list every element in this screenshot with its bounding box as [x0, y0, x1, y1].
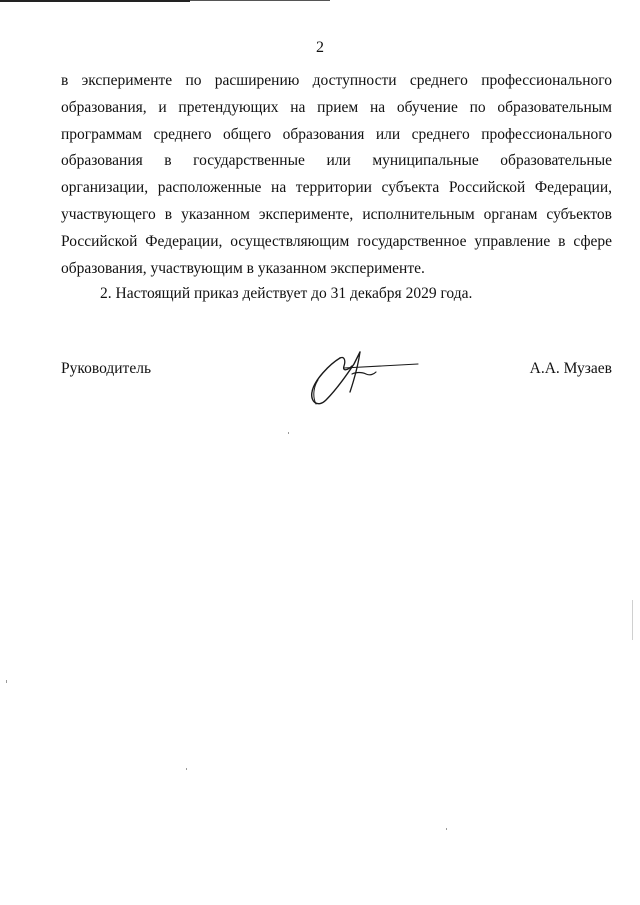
scan-edge-line	[0, 0, 190, 2]
page-number: 2	[316, 39, 324, 56]
scan-edge-line-thin	[190, 0, 330, 1]
signer-name: А.А. Музаев	[529, 360, 612, 377]
scan-speck	[288, 432, 289, 434]
scan-speck	[6, 680, 7, 683]
scan-speck	[446, 828, 447, 830]
scan-speck	[186, 768, 187, 770]
signer-title: Руководитель	[61, 360, 152, 377]
signature-stroke-tail	[344, 364, 418, 368]
signature-stroke-main	[312, 352, 360, 404]
handwritten-signature	[300, 336, 430, 416]
paragraph-continuation: в эксперименте по расширению доступности среднего профессионального образования, и претендующих на прием на обучение по образовательным программам среднего общего образования или среднего профессионального образования в государственные или муниципальные образовательные организации, расположенные на территории субъекта Российской Федерации, участвующего в указанном эксперименте, исполнительным органам субъектов Российской Федерации, осуществляющим государственное управление в сфере образования, участвующим в указанном эксперименте.	[61, 72, 612, 277]
scan-speck	[632, 600, 633, 640]
clause-2: 2. Настоящий приказ действует до 31 декабря 2029 года.	[100, 285, 473, 302]
